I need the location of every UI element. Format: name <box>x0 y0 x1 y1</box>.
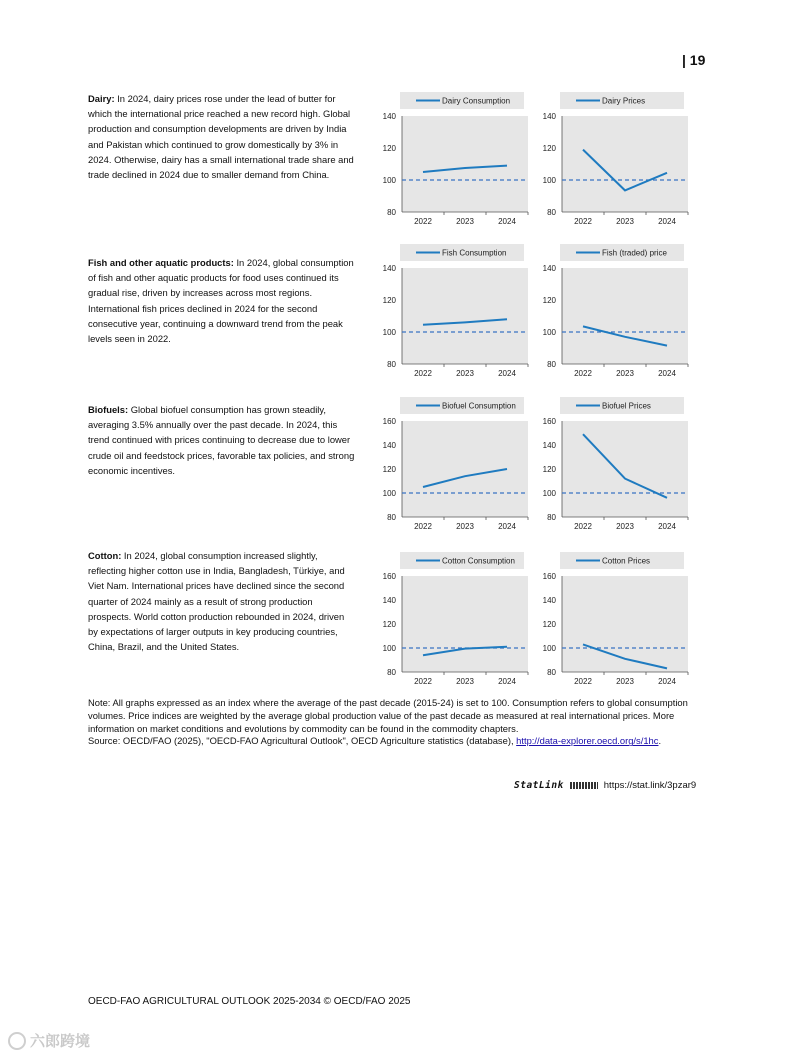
x-tick-label: 2023 <box>616 217 634 226</box>
source-line <box>88 735 710 748</box>
section-text: Global biofuel consumption has grown steadily, averaging 3.5% annually over the past decade. In 2024, this trend continued with prices continuing to decrease due to lower crude oil and feedstock prices, favorable tax policies, and strong economic incentives. <box>88 404 355 476</box>
figure-note <box>88 697 710 748</box>
x-tick-label: 2023 <box>616 677 634 686</box>
y-tick-label: 120 <box>542 144 556 153</box>
x-tick-label: 2022 <box>414 522 432 531</box>
section-cotton <box>88 548 356 654</box>
legend-label: Cotton Prices <box>602 556 651 566</box>
statlink-barcode-icon <box>570 782 598 789</box>
plot-area <box>402 421 528 517</box>
legend <box>560 397 684 414</box>
x-tick-label: 2022 <box>414 677 432 686</box>
legend-label: Dairy Consumption <box>442 96 511 106</box>
x-tick-label: 2022 <box>574 217 592 226</box>
x-tick-label: 2023 <box>456 369 474 378</box>
section-title: Cotton: <box>88 550 122 561</box>
legend-label: Fish Consumption <box>442 248 507 258</box>
y-tick-label: 120 <box>542 620 556 629</box>
chart-dairy-consumption <box>370 88 530 228</box>
statlink <box>514 780 696 791</box>
y-tick-label: 100 <box>542 489 556 498</box>
y-tick-label: 120 <box>382 296 396 305</box>
y-tick-label: 140 <box>382 441 396 450</box>
y-tick-label: 160 <box>542 572 556 581</box>
y-tick-label: 140 <box>382 596 396 605</box>
y-tick-label: 160 <box>382 572 396 581</box>
y-tick-label: 100 <box>542 176 556 185</box>
x-tick-label: 2022 <box>414 217 432 226</box>
legend-label: Cotton Consumption <box>442 556 515 566</box>
legend <box>560 552 684 569</box>
y-tick-label: 140 <box>542 112 556 121</box>
legend <box>400 244 524 261</box>
y-tick-label: 80 <box>547 668 556 677</box>
source-prefix: Source: OECD/FAO (2025), "OECD-FAO Agricultural Outlook", OECD Agriculture statistics (database), <box>88 735 517 747</box>
statlink-logo: StatLink <box>514 780 564 791</box>
legend <box>560 92 684 109</box>
source-suffix: . <box>658 735 662 747</box>
plot-area <box>402 116 528 212</box>
y-tick-label: 120 <box>542 465 556 474</box>
page-footer: OECD-FAO AGRICULTURAL OUTLOOK 2025-2034 © OECD/FAO 2025 <box>88 996 411 1007</box>
source-link[interactable]: http://data-explorer.oecd.org/s/1hc <box>516 735 659 747</box>
plot-area <box>562 116 688 212</box>
plot-area <box>562 576 688 672</box>
y-tick-label: 80 <box>547 360 556 369</box>
x-tick-label: 2022 <box>574 677 592 686</box>
section-title: Biofuels: <box>88 404 129 415</box>
chart-biofuel-consumption <box>370 393 530 533</box>
y-tick-label: 80 <box>387 360 396 369</box>
y-tick-label: 120 <box>382 465 396 474</box>
legend-label: Fish (traded) price <box>602 248 667 258</box>
y-tick-label: 80 <box>547 513 556 522</box>
x-tick-label: 2024 <box>658 677 676 686</box>
section-biofuels <box>88 402 356 478</box>
legend <box>560 244 684 261</box>
y-tick-label: 100 <box>382 644 396 653</box>
y-tick-label: 120 <box>382 144 396 153</box>
note-text: Note: All graphs expressed as an index where the average of the past decade (2015-24) is set to 100. Consumption refers to global consumption volumes. Price indices are weighted by the average global production value of the past decade as measured at real international prices. More information on market conditions and evolutions by commodity can be found in the commodity chapters. <box>88 697 688 734</box>
y-tick-label: 160 <box>542 417 556 426</box>
legend <box>400 92 524 109</box>
legend-label: Biofuel Consumption <box>442 401 516 411</box>
x-tick-label: 2023 <box>456 522 474 531</box>
x-tick-label: 2023 <box>616 522 634 531</box>
legend <box>400 552 524 569</box>
y-tick-label: 140 <box>542 596 556 605</box>
watermark <box>8 1030 90 1051</box>
y-tick-label: 100 <box>542 644 556 653</box>
section-text: In 2024, dairy prices rose under the lead of butter for which the international price reached a new record high. Global production and consumption developments are driven by India and Pakistan which continued to grow domestically by 3% in 2024. Otherwise, dairy has a small international trade share and trade declined in 2024 due to smaller demand from China. <box>88 93 354 181</box>
x-tick-label: 2024 <box>658 217 676 226</box>
chart-fish-price <box>530 240 690 380</box>
y-tick-label: 100 <box>542 328 556 337</box>
x-tick-label: 2024 <box>658 369 676 378</box>
statlink-url[interactable]: https://stat.link/3pzar9 <box>603 780 697 791</box>
y-tick-label: 140 <box>382 264 396 273</box>
y-tick-label: 80 <box>387 668 396 677</box>
legend-label: Biofuel Prices <box>602 401 651 411</box>
section-text: In 2024, global consumption of fish and other aquatic products for food uses continued its gradual rise, driven by increases across most regions. International fish prices declined in 2024 for the second consecutive year, continuing a downward trend from the peak levels seen in 2022. <box>88 257 354 345</box>
plot-area <box>402 576 528 672</box>
x-tick-label: 2024 <box>498 217 516 226</box>
plot-area <box>562 421 688 517</box>
watermark-logo-icon <box>8 1032 26 1050</box>
section-dairy <box>88 91 356 182</box>
section-text: In 2024, global consumption increased slightly, reflecting higher cotton use in India, Bangladesh, Türkiye, and Viet Nam. International prices have declined since the second quarter of 2024 mainly as a result of strong production prospects. World cotton production rebounded in 2024, driven by expectations of larger outputs in key producing countries, China, Brazil, and the United States. <box>88 550 345 653</box>
x-tick-label: 2022 <box>574 369 592 378</box>
section-title: Dairy: <box>88 93 115 104</box>
chart-biofuel-prices <box>530 393 690 533</box>
y-tick-label: 80 <box>547 208 556 217</box>
y-tick-label: 100 <box>382 489 396 498</box>
y-tick-label: 120 <box>542 296 556 305</box>
section-title: Fish and other aquatic products: <box>88 257 234 268</box>
chart-cotton-consumption <box>370 548 530 688</box>
y-tick-label: 140 <box>542 264 556 273</box>
x-tick-label: 2024 <box>498 522 516 531</box>
section-fish <box>88 255 356 346</box>
plot-area <box>402 268 528 364</box>
x-tick-label: 2023 <box>456 217 474 226</box>
y-tick-label: 120 <box>382 620 396 629</box>
x-tick-label: 2023 <box>456 677 474 686</box>
chart-dairy-prices <box>530 88 690 228</box>
x-tick-label: 2023 <box>616 369 634 378</box>
legend <box>400 397 524 414</box>
x-tick-label: 2024 <box>498 369 516 378</box>
legend-label: Dairy Prices <box>602 96 646 106</box>
y-tick-label: 140 <box>382 112 396 121</box>
chart-fish-consumption <box>370 240 530 380</box>
y-tick-label: 100 <box>382 176 396 185</box>
y-tick-label: 160 <box>382 417 396 426</box>
x-tick-label: 2022 <box>574 522 592 531</box>
x-tick-label: 2024 <box>658 522 676 531</box>
plot-area <box>562 268 688 364</box>
page-number: | 19 <box>682 52 706 68</box>
y-tick-label: 80 <box>387 513 396 522</box>
chart-cotton-prices <box>530 548 690 688</box>
y-tick-label: 80 <box>387 208 396 217</box>
x-tick-label: 2024 <box>498 677 516 686</box>
watermark-text: 六郎跨境 <box>30 1033 91 1050</box>
y-tick-label: 140 <box>542 441 556 450</box>
y-tick-label: 100 <box>382 328 396 337</box>
x-tick-label: 2022 <box>414 369 432 378</box>
